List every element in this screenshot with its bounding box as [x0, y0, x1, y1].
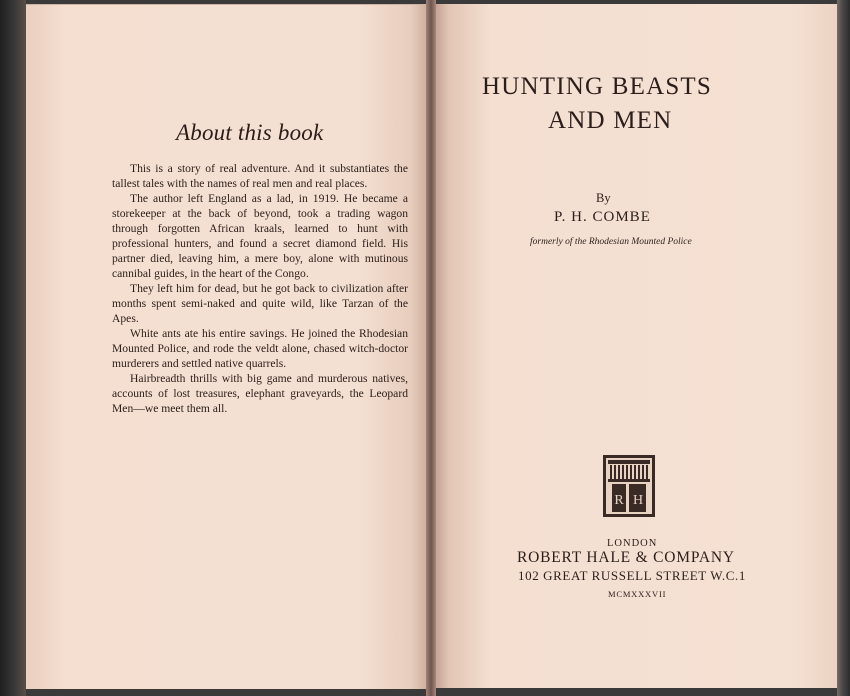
title-line-1: HUNTING BEASTS	[482, 73, 712, 100]
book-gutter	[426, 0, 436, 696]
title-line-2: AND MEN	[548, 107, 673, 134]
left-cover-edge	[0, 0, 26, 696]
publisher-address: 102 GREAT RUSSELL STREET W.C.1	[518, 568, 746, 583]
about-heading: About this book	[176, 120, 324, 145]
right-cover-edge	[837, 0, 850, 696]
publisher-city: LONDON	[607, 538, 658, 549]
about-paragraph: White ants ate his entire savings. He joined the Rhodesian Mounted Police, and rode the veldt alone, chased witch-doctor murderers and settled native quarrels.	[112, 327, 408, 370]
publisher-name: ROBERT HALE & COMPANY	[517, 549, 735, 566]
by-label: By	[596, 191, 611, 205]
book-title	[482, 70, 782, 138]
about-paragraph: The author left England as a lad, in 1919. He became a storekeeper at the back of beyond, took a trading wagon through forgotten African kraals, learned to hunt with professional hunters, and found a secret diamond field. His partner died, leaving him, a mere boy, alone with mutinous cannibal guides, in the heart of the Congo.	[112, 192, 408, 280]
author-name: P. H. COMBE	[554, 209, 651, 225]
publisher-logo-icon	[602, 454, 656, 518]
about-paragraph: Hairbreadth thrills with big game and murderous natives, accounts of lost treasures, elephant graveyards, the Leopard Men—we meet them all.	[112, 372, 408, 415]
about-paragraph: They left him for dead, but he got back to civilization after months spent semi-naked and quite wild, like Tarzan of the Apes.	[112, 282, 408, 325]
about-paragraph: This is a story of real adventure. And it substantiates the tallest tales with the names of real men and real places.	[112, 162, 408, 190]
publication-year: MCMXXXVII	[608, 589, 667, 599]
logo-monogram-h: H	[632, 493, 644, 508]
about-body	[112, 161, 408, 416]
author-note: formerly of the Rhodesian Mounted Police	[530, 237, 692, 247]
logo-monogram-r: R	[614, 493, 624, 508]
